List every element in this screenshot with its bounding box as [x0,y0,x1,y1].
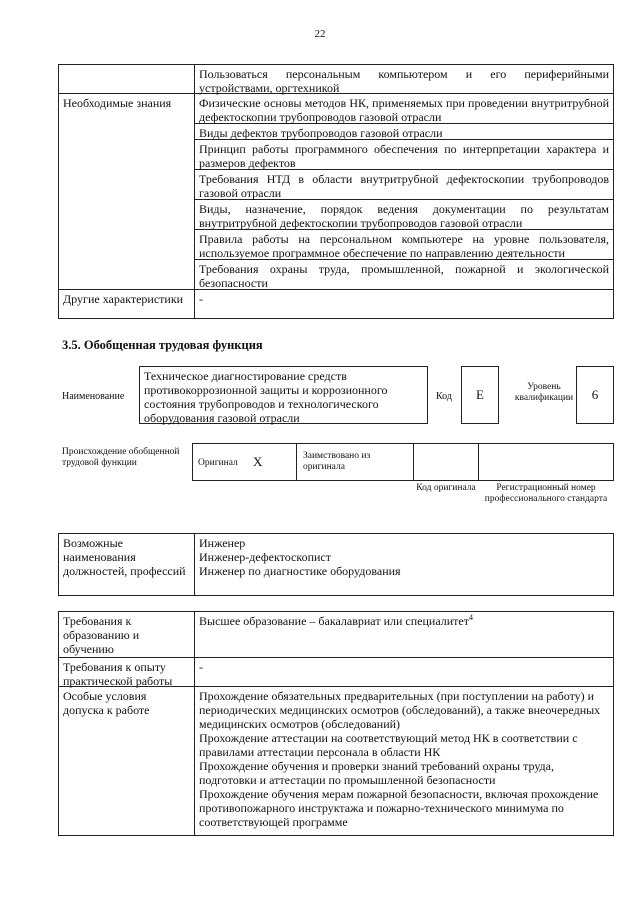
list-item: Прохождение обучения мерам пожарной безопасности, включая прохождение противопожарного инструктажа и пожарно-технического минимума по соответствующей программе [199,787,599,829]
level-value: 6 [576,366,614,424]
name-label: Наименование [62,391,125,402]
list-item: Инженер [199,536,246,550]
section-title: 3.5. Обобщенная трудовая функция [62,338,263,352]
conditions-label: Особые условия допуска к работе [58,686,195,836]
table-row [58,686,614,836]
code-label: Код [436,391,452,402]
list-item: Виды дефектов трубопроводов газовой отрасли [195,123,613,139]
list-item: Прохождение аттестации на соответствующий метод НК в соответствии с правилами аттестации персонала в области НК [199,731,578,759]
origin-label: Происхождение обобщенной трудовой функции [62,447,180,468]
requirements-table [58,611,614,836]
list-item: Физические основы методов НК, применяемых при проведении внутритрубной дефектоскопии трубопроводов газовой отрасли [195,93,613,123]
table-row [58,657,614,686]
table-row [58,64,614,93]
reg-number-cell [479,444,613,480]
list-item: Инженер по диагностике оборудования [199,564,401,578]
original-mark: X [253,454,263,469]
experience-label: Требования к опыту практической работы [58,657,195,686]
code-original-caption: Код оригинала [416,483,476,493]
table-row [58,611,614,657]
code-value: E [461,366,499,424]
table-row [58,533,614,596]
list-item: Принцип работы программного обеспечения по интерпретации характера и размеров дефектов [195,139,613,169]
list-item: Требования НТД в области внутритрубной дефектоскопии трубопроводов газовой отрасли [195,169,613,199]
list-item: Прохождение обязательных предварительных (при поступлении на работу) и периодических медицинских осмотров (обследований), а также внеочередных медицинских осмотров (обследований) [199,689,601,731]
positions-label: Возможные наименования должностей, профессий [58,533,195,596]
list-item: Прохождение обучения и проверки знаний требований охраны труда, подготовки и аттестации по промышленной безопасности [199,759,554,787]
experience-value: - [195,657,614,686]
footnote-mark: 4 [468,613,473,622]
row-value: Пользоваться персональным компьютером и его периферийными устройствами, оргтехникой [195,64,614,93]
row-label: Другие характеристики [58,289,195,319]
education-value [195,611,614,657]
row-value: - [195,289,614,319]
row-label: Необходимые знания [58,93,195,289]
code-original-cell [413,444,479,480]
level-label: Уровень квалификации [514,382,574,403]
education-text: Высшее образование – бакалавриат или специалитет [199,614,469,628]
original-cell [193,444,297,480]
row-label [58,64,195,93]
list-item: Требования охраны труда, промышленной, пожарной и экологической безопасности [195,259,613,289]
origin-box [192,443,614,481]
knowledge-list [195,93,614,289]
positions-table [58,533,614,596]
table-row [58,93,614,289]
conditions-list [195,686,614,836]
knowledge-table [58,64,614,319]
positions-list [195,533,614,596]
list-item: Правила работы на персональном компьютере на уровне пользователя, используемое программное обеспечение по направлению деятельности [195,229,613,259]
list-item: Виды, назначение, порядок ведения документации по результатам внутритрубной дефектоскопии трубопроводов газовой отрасли [195,199,613,229]
table-row [58,289,614,319]
page-number: 22 [314,28,326,40]
list-item: Инженер-дефектоскопист [199,550,331,564]
reg-number-caption: Регистрационный номер профессионального стандарта [484,483,608,504]
original-label: Оригинал [198,458,238,468]
borrowed-label: Заимствовано из оригинала [303,451,371,472]
name-value: Техническое диагностирование средств противокоррозионной защиты и коррозионного состояния трубопроводов и технологического оборудования газовой отрасли [139,366,428,424]
education-label: Требования к образованию и обучению [58,611,195,657]
